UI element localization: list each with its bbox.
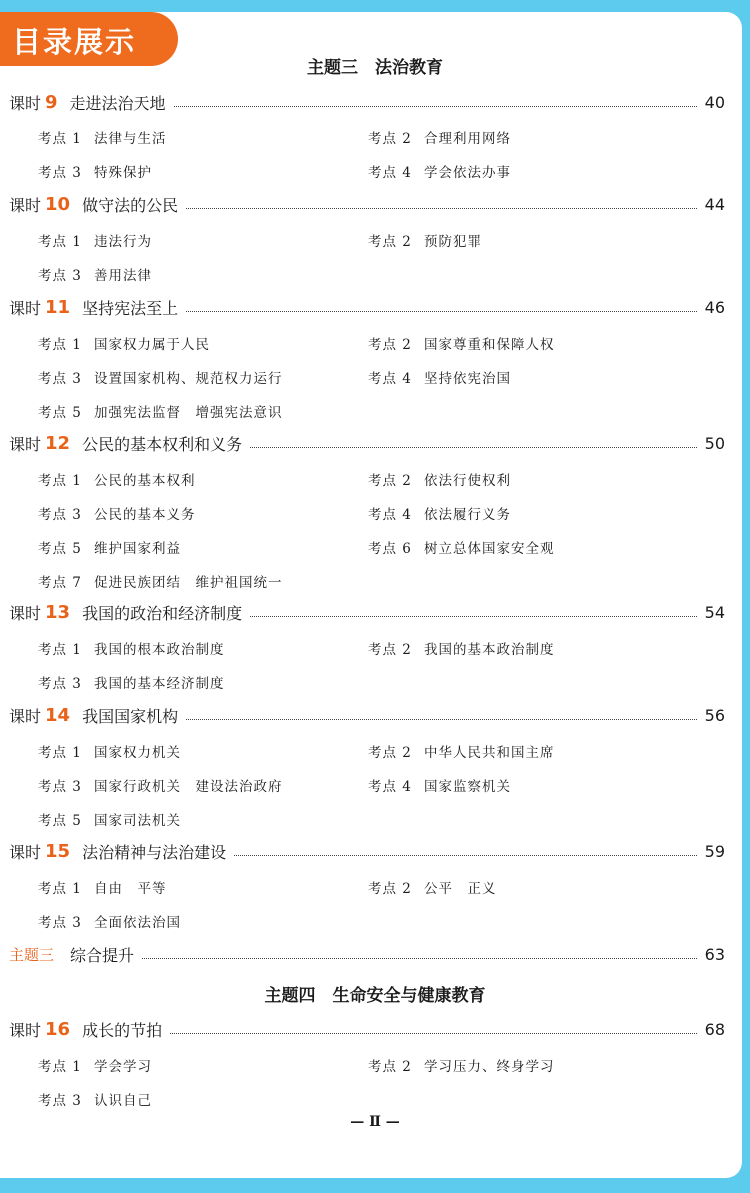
exam-point-text: 促进民族团结 维护祖国统一	[94, 575, 283, 591]
leader-dots	[142, 958, 697, 959]
exam-point-text: 我国的基本经济制度	[94, 676, 225, 692]
lesson-number: 15	[45, 840, 71, 862]
exam-point-text: 学会学习	[94, 1059, 152, 1075]
lesson-prefix: 课时	[9, 706, 42, 726]
lesson-entry[interactable]	[9, 190, 725, 218]
lesson-number: 13	[45, 601, 71, 623]
exam-point	[38, 571, 283, 591]
leader-dots	[250, 447, 697, 448]
exam-point	[38, 741, 181, 761]
exam-point-text: 预防犯罪	[424, 234, 482, 250]
lesson-entry[interactable]	[9, 701, 725, 729]
lesson-number: 11	[45, 296, 71, 318]
exam-point	[368, 741, 555, 761]
exam-point-text: 我国的根本政治制度	[94, 642, 225, 658]
lesson-title: 公民的基本权利和义务	[82, 434, 243, 454]
exam-point	[38, 401, 283, 421]
exam-point	[368, 1055, 555, 1075]
exam-point	[368, 503, 511, 523]
exam-point	[38, 537, 181, 557]
exam-point-label: 考点 1	[38, 881, 82, 897]
lesson-title: 走进法治天地	[69, 93, 166, 113]
lesson-title: 做守法的公民	[82, 195, 179, 215]
catalog-tab-label: 目录展示	[12, 25, 137, 59]
exam-point-label: 考点 3	[38, 268, 82, 284]
exam-point-label: 考点 3	[38, 676, 82, 692]
summary-title: 综合提升	[70, 945, 135, 965]
exam-point-label: 考点 7	[38, 575, 82, 591]
exam-point-label: 考点 2	[368, 881, 412, 897]
leader-dots	[186, 208, 697, 209]
exam-point-label: 考点 2	[368, 745, 412, 761]
exam-point-text: 设置国家机构、规范权力运行	[94, 371, 283, 387]
lesson-page: 68	[704, 1019, 725, 1039]
exam-point-label: 考点 3	[38, 915, 82, 931]
lesson-number: 10	[45, 193, 71, 215]
exam-point	[38, 469, 196, 489]
exam-point-text: 国家监察机关	[424, 779, 511, 795]
lesson-prefix: 课时	[9, 842, 42, 862]
lesson-number: 16	[45, 1018, 71, 1040]
exam-point-text: 违法行为	[94, 234, 152, 250]
lesson-page: 44	[704, 194, 725, 214]
exam-point-text: 特殊保护	[94, 165, 152, 181]
exam-point-text: 善用法律	[94, 268, 152, 284]
lesson-page: 54	[704, 602, 725, 622]
exam-point-label: 考点 3	[38, 371, 82, 387]
exam-point-text: 我国的基本政治制度	[424, 642, 555, 658]
exam-point-label: 考点 4	[368, 779, 412, 795]
lesson-number: 14	[45, 704, 71, 726]
lesson-page: 56	[704, 705, 725, 725]
exam-point-label: 考点 5	[38, 541, 82, 557]
exam-point-label: 考点 3	[38, 1093, 82, 1109]
exam-point-label: 考点 1	[38, 745, 82, 761]
section-3-title: 主题三 法治教育	[307, 58, 443, 78]
exam-point	[38, 877, 167, 897]
exam-point-text: 依法行使权利	[424, 473, 511, 489]
exam-point	[368, 127, 511, 147]
lesson-page: 40	[704, 92, 725, 112]
lesson-title: 法治精神与法治建设	[82, 842, 227, 862]
exam-point-label: 考点 1	[38, 234, 82, 250]
exam-point-label: 考点 1	[38, 131, 82, 147]
summary-entry[interactable]	[9, 940, 725, 968]
section-4-title: 主题四 生命安全与健康教育	[264, 986, 486, 1006]
exam-point-label: 考点 1	[38, 337, 82, 353]
exam-point	[38, 672, 225, 692]
exam-point-label: 考点 5	[38, 813, 82, 829]
leader-dots	[234, 855, 697, 856]
exam-point-label: 考点 4	[368, 165, 412, 181]
summary-prefix: 主题三	[9, 945, 55, 964]
exam-point-text: 加强宪法监督 增强宪法意识	[94, 405, 283, 421]
exam-point	[368, 230, 482, 250]
lesson-entry[interactable]	[9, 293, 725, 321]
exam-point-text: 法律与生活	[94, 131, 167, 147]
exam-point	[38, 1089, 152, 1109]
exam-point	[38, 503, 196, 523]
exam-point-text: 国家权力属于人民	[94, 337, 210, 353]
exam-point	[38, 367, 283, 387]
exam-point-text: 学习压力、终身学习	[424, 1059, 555, 1075]
lesson-entry[interactable]	[9, 1015, 725, 1043]
exam-point	[368, 537, 555, 557]
exam-point-text: 依法履行义务	[424, 507, 511, 523]
exam-point-text: 学会依法办事	[424, 165, 511, 181]
exam-point	[368, 161, 511, 181]
lesson-entry[interactable]	[9, 837, 725, 865]
lesson-title: 我国的政治和经济制度	[82, 603, 243, 623]
exam-point-text: 国家司法机关	[94, 813, 181, 829]
exam-point-label: 考点 2	[368, 473, 412, 489]
exam-point	[368, 333, 555, 353]
exam-point-label: 考点 5	[38, 405, 82, 421]
exam-point-label: 考点 3	[38, 779, 82, 795]
exam-point	[368, 877, 497, 897]
exam-point-text: 自由 平等	[94, 881, 167, 897]
exam-point-label: 考点 4	[368, 371, 412, 387]
exam-point-label: 考点 2	[368, 1059, 412, 1075]
exam-point	[38, 911, 181, 931]
lesson-title: 坚持宪法至上	[82, 298, 179, 318]
lesson-number: 9	[45, 91, 58, 113]
leader-dots	[186, 311, 697, 312]
lesson-number: 12	[45, 432, 71, 454]
lesson-title: 成长的节拍	[82, 1020, 163, 1040]
exam-point-label: 考点 1	[38, 1059, 82, 1075]
exam-point	[38, 775, 283, 795]
exam-point	[38, 264, 152, 284]
lesson-page: 50	[704, 433, 725, 453]
exam-point-text: 公民的基本权利	[94, 473, 196, 489]
exam-point-text: 中华人民共和国主席	[424, 745, 555, 761]
leader-dots	[250, 616, 697, 617]
page-number-footer: — Ⅱ —	[350, 1114, 400, 1130]
lesson-entry[interactable]	[9, 88, 725, 116]
exam-point	[368, 367, 511, 387]
exam-point-label: 考点 2	[368, 337, 412, 353]
lesson-page: 46	[704, 297, 725, 317]
lesson-prefix: 课时	[9, 195, 42, 215]
lesson-page: 59	[704, 841, 725, 861]
exam-point	[38, 638, 225, 658]
lesson-prefix: 课时	[9, 93, 42, 113]
lesson-prefix: 课时	[9, 434, 42, 454]
exam-point-text: 国家尊重和保障人权	[424, 337, 555, 353]
lesson-title: 我国国家机构	[82, 706, 179, 726]
exam-point-text: 国家行政机关 建设法治政府	[94, 779, 283, 795]
exam-point-text: 公民的基本义务	[94, 507, 196, 523]
exam-point	[368, 775, 511, 795]
lesson-entry[interactable]	[9, 598, 725, 626]
exam-point-label: 考点 4	[368, 507, 412, 523]
exam-point	[38, 333, 210, 353]
exam-point-text: 合理利用网络	[424, 131, 511, 147]
exam-point-text: 全面依法治国	[94, 915, 181, 931]
lesson-entry[interactable]	[9, 429, 725, 457]
exam-point	[38, 161, 152, 181]
exam-point-label: 考点 1	[38, 473, 82, 489]
leader-dots	[174, 106, 697, 107]
exam-point-text: 认识自己	[94, 1093, 152, 1109]
exam-point-text: 坚持依宪治国	[424, 371, 511, 387]
lesson-prefix: 课时	[9, 603, 42, 623]
exam-point	[38, 1055, 152, 1075]
exam-point-text: 国家权力机关	[94, 745, 181, 761]
exam-point	[38, 127, 167, 147]
exam-point-label: 考点 3	[38, 507, 82, 523]
exam-point-label: 考点 2	[368, 131, 412, 147]
exam-point	[38, 230, 152, 250]
exam-point	[368, 638, 555, 658]
lesson-prefix: 课时	[9, 298, 42, 318]
leader-dots	[170, 1033, 697, 1034]
exam-point-label: 考点 2	[368, 642, 412, 658]
exam-point-label: 考点 3	[38, 165, 82, 181]
summary-page: 63	[704, 944, 725, 964]
exam-point	[38, 809, 181, 829]
exam-point-text: 树立总体国家安全观	[424, 541, 555, 557]
exam-point-label: 考点 6	[368, 541, 412, 557]
exam-point-label: 考点 2	[368, 234, 412, 250]
exam-point	[368, 469, 511, 489]
exam-point-label: 考点 1	[38, 642, 82, 658]
exam-point-text: 维护国家利益	[94, 541, 181, 557]
leader-dots	[186, 719, 697, 720]
lesson-prefix: 课时	[9, 1020, 42, 1040]
exam-point-text: 公平 正义	[424, 881, 497, 897]
